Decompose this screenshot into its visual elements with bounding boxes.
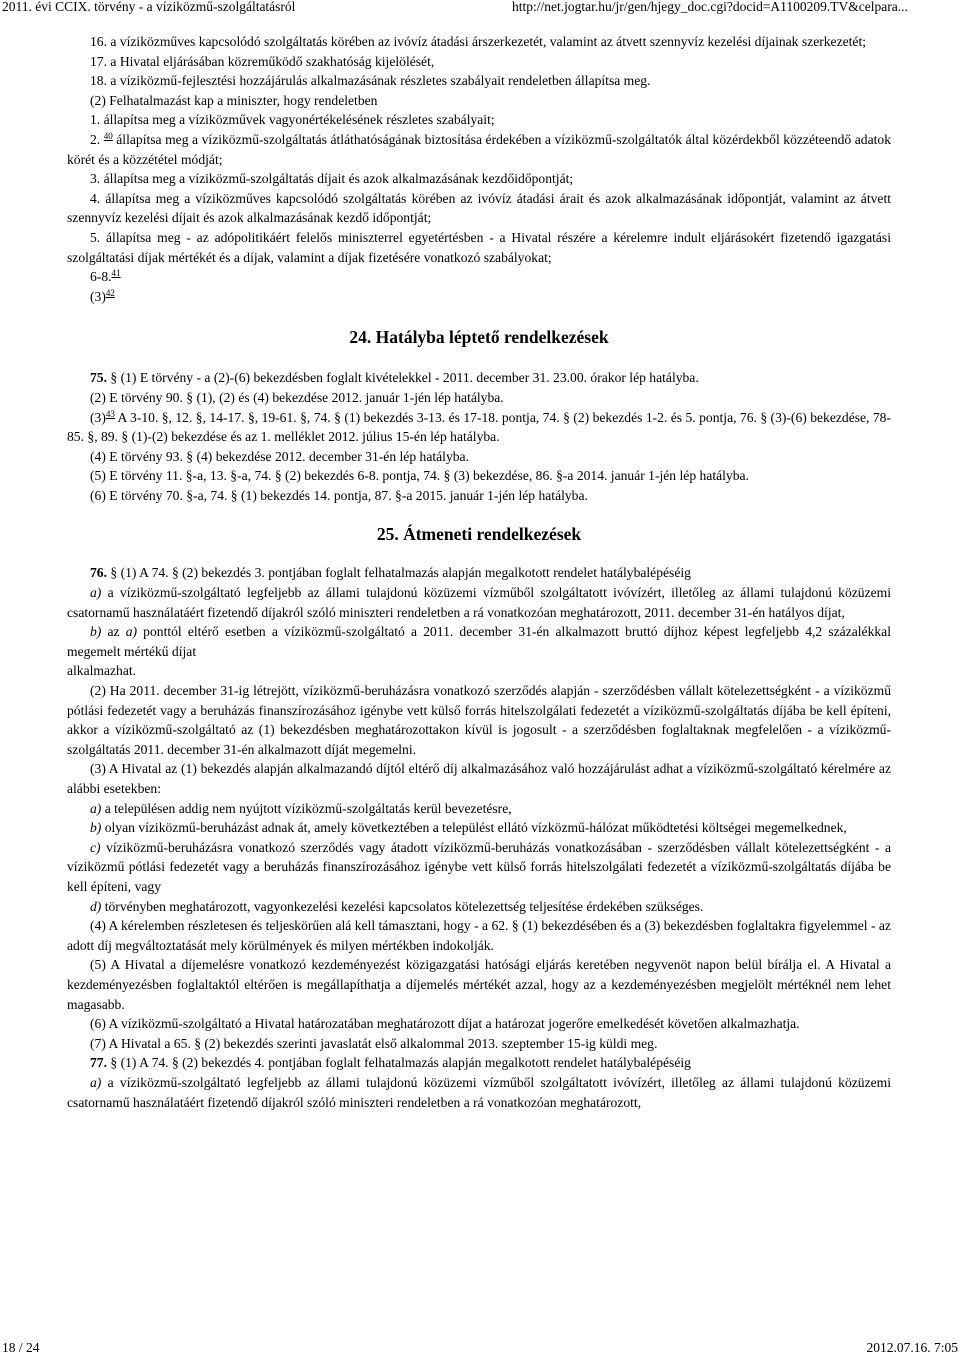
footnote-ref-40[interactable]: 40 (103, 130, 113, 141)
paragraph-3-text: (3) (90, 288, 106, 304)
document-body (67, 32, 891, 1112)
section-77-a (67, 1073, 891, 1112)
header-title: 2011. évi CCIX. törvény - a víziközmű-szolgáltatásról (2, 0, 296, 14)
list-item-2 (67, 130, 891, 169)
page-header (0, 0, 960, 16)
item-3b-text: olyan víziközmű-beruházást adnak át, amely következtében a települést ellátó vízközmű-hálózat működtetési költségei megemelkednek, (101, 820, 847, 836)
item-b-ref: a) (125, 624, 138, 640)
item-3b-label: b) (90, 820, 102, 836)
section-75-5: (5) E törvény 11. §-a, 13. §-a, 74. § (2) bekezdés 6-8. pontja, 74. § (3) bekezdése, 86. §-a 2014. január 1-jén lép hatályba. (90, 468, 749, 484)
list-item-2-number: 2. (90, 131, 104, 147)
footnote-ref-41[interactable]: 41 (111, 268, 121, 279)
section-75-6: (6) E törvény 70. §-a, 74. § (1) bekezdés 14. pontja, 87. §-a 2015. január 1-jén lép hatályba. (90, 487, 588, 503)
section-76-number: 76. (90, 565, 107, 581)
item-b-connector: az (101, 624, 126, 640)
list-item-18: 18. a víziközmű-fejlesztési hozzájárulás alkalmazásának részletes szabályait rendeletben állapítsa meg. (90, 73, 651, 89)
section-76-7: (7) A Hivatal a 65. § (2) bekezdés szerinti javaslatát első alkalommal 2013. szeptember 15-ig küldi meg. (90, 1035, 658, 1051)
section-76-6: (6) A víziközmű-szolgáltató a Hivatal határozatában meghatározott díjat a határozat jogerőre emelkedését követően alkalmazhatja. (90, 1016, 800, 1032)
item-a-label: a) (90, 585, 102, 601)
section-75-2: (2) E törvény 90. § (1), (2) és (4) bekezdése 2012. január 1-jén lép hatályba. (90, 389, 504, 405)
section-75-number: 75. (90, 370, 107, 386)
section-76-b (67, 622, 891, 661)
item-77a-label: a) (90, 1074, 102, 1090)
item-a-text: a víziközmű-szolgáltató legfeljebb az állami tulajdonú közüzemi vízműből szolgáltatott ivóvízért, illetőleg az állami tulajdonú közüzemi csatornamű használatáért fizetendő díjakról szóló miniszteri rendeletben a rá vonatkozóan meghatározott, 2011. december 31-én hatályos díjat, (67, 585, 891, 620)
section-77-number: 77. (90, 1055, 107, 1071)
section-75-4: (4) E törvény 93. § (4) bekezdése 2012. december 31-én lép hatályba. (90, 448, 469, 464)
item-3d-text: törvényben meghatározott, vagyonkezelési kezelési kapcsolatos kötelezettség teljesítése érdekében szükséges. (101, 898, 704, 914)
item-3c-label: c) (90, 839, 101, 855)
item-77a-text: a víziközmű-szolgáltató legfeljebb az állami tulajdonú közüzemi vízműből szolgáltatott ivóvízért, illetőleg az állami tulajdonú közüzemi csatornamű használatáért fizetendő díjakról szóló miniszteri rendeletben a rá vonatkozóan meghatározott, (67, 1074, 891, 1110)
paragraph-2: (2) Felhatalmazást kap a miniszter, hogy rendeletben (90, 92, 378, 108)
list-item-1: 1. állapítsa meg a víziközművek vagyonértékelésének részletes szabályait; (90, 112, 495, 128)
list-item-2-text: állapítsa meg a víziközmű-szolgáltatás átláthatóságának biztosítása érdekében a víziközmű-szolgáltatók által közérdekből közzéteendő adatok körét és a közzététel módját; (67, 131, 891, 167)
item-3d-label: d) (90, 898, 102, 914)
paragraph-3 (67, 287, 891, 307)
section-76-1 (67, 563, 891, 583)
section-76-5: (5) A Hivatal a díjemelésre vonatkozó kezdeményezést közigazgatási hatósági eljárás keretében negyvenöt napon belül bírálja el. A Hivatal a kezdeményezésben foglaltaktól eltérően is megállapíthatja a díjemelés mértékét azzal, hogy az a kezdeményezésben megjelölt mértéknél nem lehet magasabb. (67, 957, 891, 1012)
section-77-1 (67, 1053, 891, 1073)
item-3a-label: a) (90, 800, 102, 816)
section-75-3-text: A 3-10. §, 12. §, 14-17. §, 19-61. §, 74. § (1) bekezdés 3-13. és 17-18. pontja, 74. § (2) bekezdés 1-2. és 5. pontja, 76. § (3)-(6) bekezdése, 78-85. §, 89. § (1)-(2) bekezdése és az 1. melléklet 2012. július 15-én lép hatályba. (67, 409, 891, 445)
header-url[interactable]: http://net.jogtar.hu/jr/gen/hjegy_doc.cgi?docid=A1100209.TV&celpara... (512, 0, 908, 14)
page-footer (0, 1341, 960, 1357)
section-75-3-label: (3) (90, 409, 106, 425)
footnote-ref-43[interactable]: 43 (105, 408, 115, 419)
item-3a-text: a településen addig nem nyújtott víziközmű-szolgáltatás kerül bevezetésre, (101, 800, 512, 816)
section-heading-24: 24. Hatályba léptető rendelkezések (349, 327, 609, 348)
item-3c-text: víziközmű-beruházásra vonatkozó szerződés vagy átadott víziközmű-beruházás vonatkozásában - szerződésben vállalt kötelezettségként - a víziközmű pótlási fedezetét vagy a beruházás finanszírozásához igénybe vett külső forrás hitelszolgálati fedezetét a víziközmű-szolgáltatás díjába be kell építeni, vagy (67, 839, 891, 894)
section-76-2: (2) Ha 2011. december 31-ig létrejött, víziközmű-beruházásra vonatkozó szerződés alapján - szerződésben vállalt kötelezettségként - a víziközmű pótlási fedezetét vagy a beruházás finanszírozásához igénybe vett külső forrás hitelszolgálati fedezetét a víziközmű-szolgáltatás díjába be kell építeni, akkor a víziközmű-szolgáltató az (1) bekezdésben meghatározottakon kívül is jogosult - a szerződésben foglaltaknak megfelelően - a víziközmű-szolgáltatás 2011. december 31-én alkalmazott díját megemelni. (67, 683, 891, 757)
list-item-5: 5. állapítsa meg - az adópolitikáért felelős miniszterrel egyetértésben - a Hivatal részére a kérelemre indult eljárásokért fizetendő igazgatási szolgáltatási díjak mértékét és a díjak, valamint a díjak fizetésére vonatkozó szabályokat; (67, 229, 891, 265)
section-76-3d (67, 897, 891, 917)
section-76-alkalmazhat: alkalmazhat. (67, 663, 137, 679)
section-76-1-text: § (1) A 74. § (2) bekezdés 3. pontjában foglalt felhatalmazás alapján megalkotott rendelet hatálybalépéséig (110, 565, 691, 581)
item-b-text: ponttól eltérő esetben a víziközmű-szolgáltató a 2011. december 31-én alkalmazott bruttó díjhoz képest legfeljebb 4,2 százalékkal megemelt mértékű díjat (67, 624, 891, 659)
section-75-3 (67, 408, 891, 447)
list-item-4: 4. állapítsa meg a víziközműves kapcsolódó szolgáltatás körében az ivóvíz átadási árait és azok alkalmazásának időpontját, valamint az átvett szennyvíz kezelési díjait és azok alkalmazásának kezdő időpontját; (67, 190, 891, 226)
footnote-ref-42[interactable]: 42 (105, 287, 115, 298)
section-75-1 (67, 368, 891, 388)
section-heading-25: 25. Átmeneti rendelkezések (376, 524, 582, 545)
list-item-17: 17. a Hivatal eljárásában közreműködő szakhatóság kijelölését, (90, 53, 435, 69)
list-item-6-8 (67, 267, 891, 287)
list-item-3: 3. állapítsa meg a víziközmű-szolgáltatás díjait és azok alkalmazásának kezdőidőpontját; (90, 171, 574, 187)
section-76-a (67, 583, 891, 622)
section-75-1-text: § (1) E törvény - a (2)-(6) bekezdésben foglalt kivételekkel - 2011. december 31. 23.00. órakor lép hatályba. (110, 370, 699, 386)
section-76-3a (67, 799, 891, 819)
section-76-4: (4) A kérelemben részletesen és teljeskörűen alá kell támasztani, hogy - a 62. § (1) bekezdésében és a (3) bekezdésben foglaltakra figyelemmel - az adott díj megváltoztatását mely körülmények és milyen mértékben indokolják. (67, 918, 891, 953)
item-b-label: b) (90, 624, 102, 640)
section-76-3b (67, 818, 891, 838)
section-76-3: (3) A Hivatal az (1) bekezdés alapján alkalmazandó díjtól eltérő díj alkalmazásához való hozzájárulást adhat a víziközmű-szolgáltató kérelmére az alábbi esetekben: (67, 761, 891, 796)
list-item-6-8-text: 6-8. (90, 269, 112, 285)
page-number: 18 / 24 (2, 1340, 40, 1355)
print-datetime: 2012.07.16. 7:05 (866, 1340, 958, 1355)
list-item-16: 16. a víziközműves kapcsolódó szolgáltatás körében az ivóvíz átadási árszerkezetét, valamint az átvett szennyvíz kezelési díjainak szerkezetét; (90, 34, 867, 49)
section-76-3c (67, 838, 891, 897)
section-77-1-text: § (1) A 74. § (2) bekezdés 4. pontjában foglalt felhatalmazás alapján megalkotott rendelet hatálybalépéséig (110, 1055, 691, 1071)
